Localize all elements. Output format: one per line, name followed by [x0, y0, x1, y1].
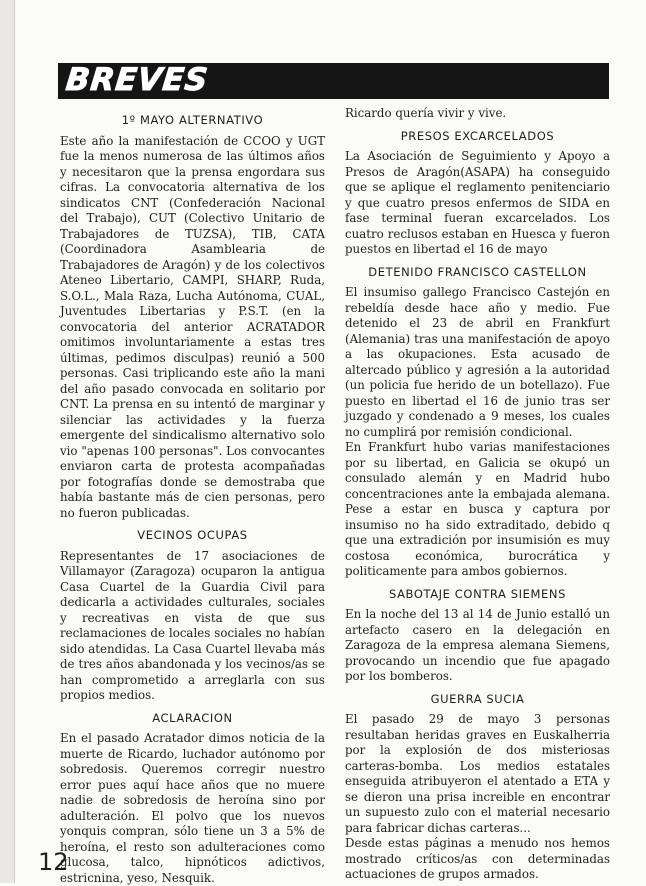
article-vecinos-ocupas — [60, 528, 325, 704]
article-title: GUERRA SUCIA — [345, 692, 610, 708]
article-mayo-alternativo — [60, 113, 325, 521]
article-title: PRESOS EXCARCELADOS — [345, 129, 610, 145]
binding-edge-line — [14, 0, 15, 883]
article-title: DETENIDO FRANCISCO CASTELLON — [345, 265, 610, 281]
article-guerra-sucia — [345, 692, 610, 883]
article-body: Este año la manifestación de CCOO y UGT fue la menos numerosa de las últimos años y necesitaron que la prensa engordara sus cifras. La convocatoria alternativa de los sindicatos CNT (Confederación Nacional del Trabajo), CUT (Colectivo Unitario de Trabajadores de TUZSA), TIB, CATA (Coordinadora Asamblearia de Trabajadores de Aragón) y de los colectivos Ateneo Libertario, CAMPI, SHARP, Ruda, S.O.L., Mala Raza, Lucha Autónoma, CUAL, Juventudes Libertarias y P.S.T. (en la convocatoria del anterior ACRATADOR omitimos involuntariamente a estas tres últimas, pedimos disculpas) reunió a 500 personas. Casi triplicando este año la mani del año pasado convocada en solitario por CNT. La prensa en su intentó de marginar y silenciar las actividades y la fuerza emergente del sindicalismo alternativo solo vio "apenas 100 personas". Los convocantes enviaron carta de protesta acompañadas por fotografías donde se demostraba que había bastante más de cien personas, pero no fueron publicadas. — [60, 134, 325, 522]
article-title: SABOTAJE CONTRA SIEMENS — [345, 587, 610, 603]
article-body: En la noche del 13 al 14 de Junio estalló un artefacto casero en la delegación en Zaragoza de la empresa alemana Siemens, provocando un incendio que fue apagado por los bomberos. — [345, 607, 610, 685]
right-column — [345, 106, 610, 883]
article-title: 1º MAYO ALTERNATIVO — [60, 113, 325, 129]
article-presos-excarcelados — [345, 129, 610, 258]
article-body: El insumiso gallego Francisco Castejón en rebeldía desde hace año y medio. Fue detenido el 23 de abril en Frankfurt (Alemania) tras una manifestación de apoyo a las okupaciones. Esta acusado de altercado público y agresión a la autoridad (un policia fue herido de un botellazo). Fue puesto en libertad el 16 de junio tras ser juzgado y condenado a 9 meses, los cuales no cumplirá por remisión condicional. En Frankfurt hubo varias manifestaciones por su libertad, en Galicia se okupó un consulado alemán y en Madrid hubo concentraciones ante la embajada alemana. Pese a estar en busca y captura por insumiso no ha sido extraditado, debido q que una extradición por insumisión es muy costosa económica, burocrática y politicamente para ambos gobiernos. — [345, 285, 610, 580]
article-body: La Asociación de Seguimiento y Apoyo a Presos de Aragón(ASAPA) ha conseguido que se aplique el reglamento penitenciario y que cuatro presos enfermos de SIDA en fase terminal fueran excarcelados. Los cuatro reclusos estaban en Huesca y fueron puestos en libertad el 16 de mayo — [345, 149, 610, 258]
page-number: 12 — [38, 848, 69, 876]
article-body: El pasado 29 de mayo 3 personas resultaban heridas graves en Euskalherria por la explosión de dos misteriosas carteras-bomba. Los medios estatales enseguida atribuyeron el atentado a ETA y se dieron una prisa increible en encontrar un supuesto zulo con el material necesario para fabricar dichas carteras... Desde estas páginas a menudo nos hemos mostrado críticos/as con determinadas actuaciones de grupos armados. — [345, 712, 610, 883]
article-body: En el pasado Acratador dimos noticia de la muerte de Ricardo, luchador autónomo por sobredosis. Queremos corregir nuestro error pues aquí hace años que no muere nadie de sobredosis de heroína sino por adulteración. El polvo que los nuevos yonquis compran, sólo tiene un 3 a 5% de heroína, el resto son adulteraciones como glucosa, talco, hipnóticos adictivos, estricnina, yeso, Nesquik. — [60, 731, 325, 886]
continued-text: Ricardo quería vivir y vive. — [345, 106, 610, 122]
article-detenido-castellon — [345, 265, 610, 580]
article-aclaracion — [60, 711, 325, 886]
left-column — [60, 106, 325, 886]
article-sabotaje-siemens — [345, 587, 610, 685]
article-title: ACLARACION — [60, 711, 325, 727]
page-title: BREVES — [64, 62, 210, 98]
binding-edge — [0, 0, 14, 883]
article-body: Representantes de 17 asociaciones de Villamayor (Zaragoza) ocuparon la antigua Casa Cuartel de la Guardia Civil para dedicarla a actividades culturales, sociales y recreativas en vista de que sus reclamaciones de locales sociales no habían sido atendidas. La Casa Cuartel llevaba más de tres años abandonada y los vecinos/as se han comprometido a arreglarla con sus propios medios. — [60, 549, 325, 704]
article-title: VECINOS OCUPAS — [60, 528, 325, 544]
